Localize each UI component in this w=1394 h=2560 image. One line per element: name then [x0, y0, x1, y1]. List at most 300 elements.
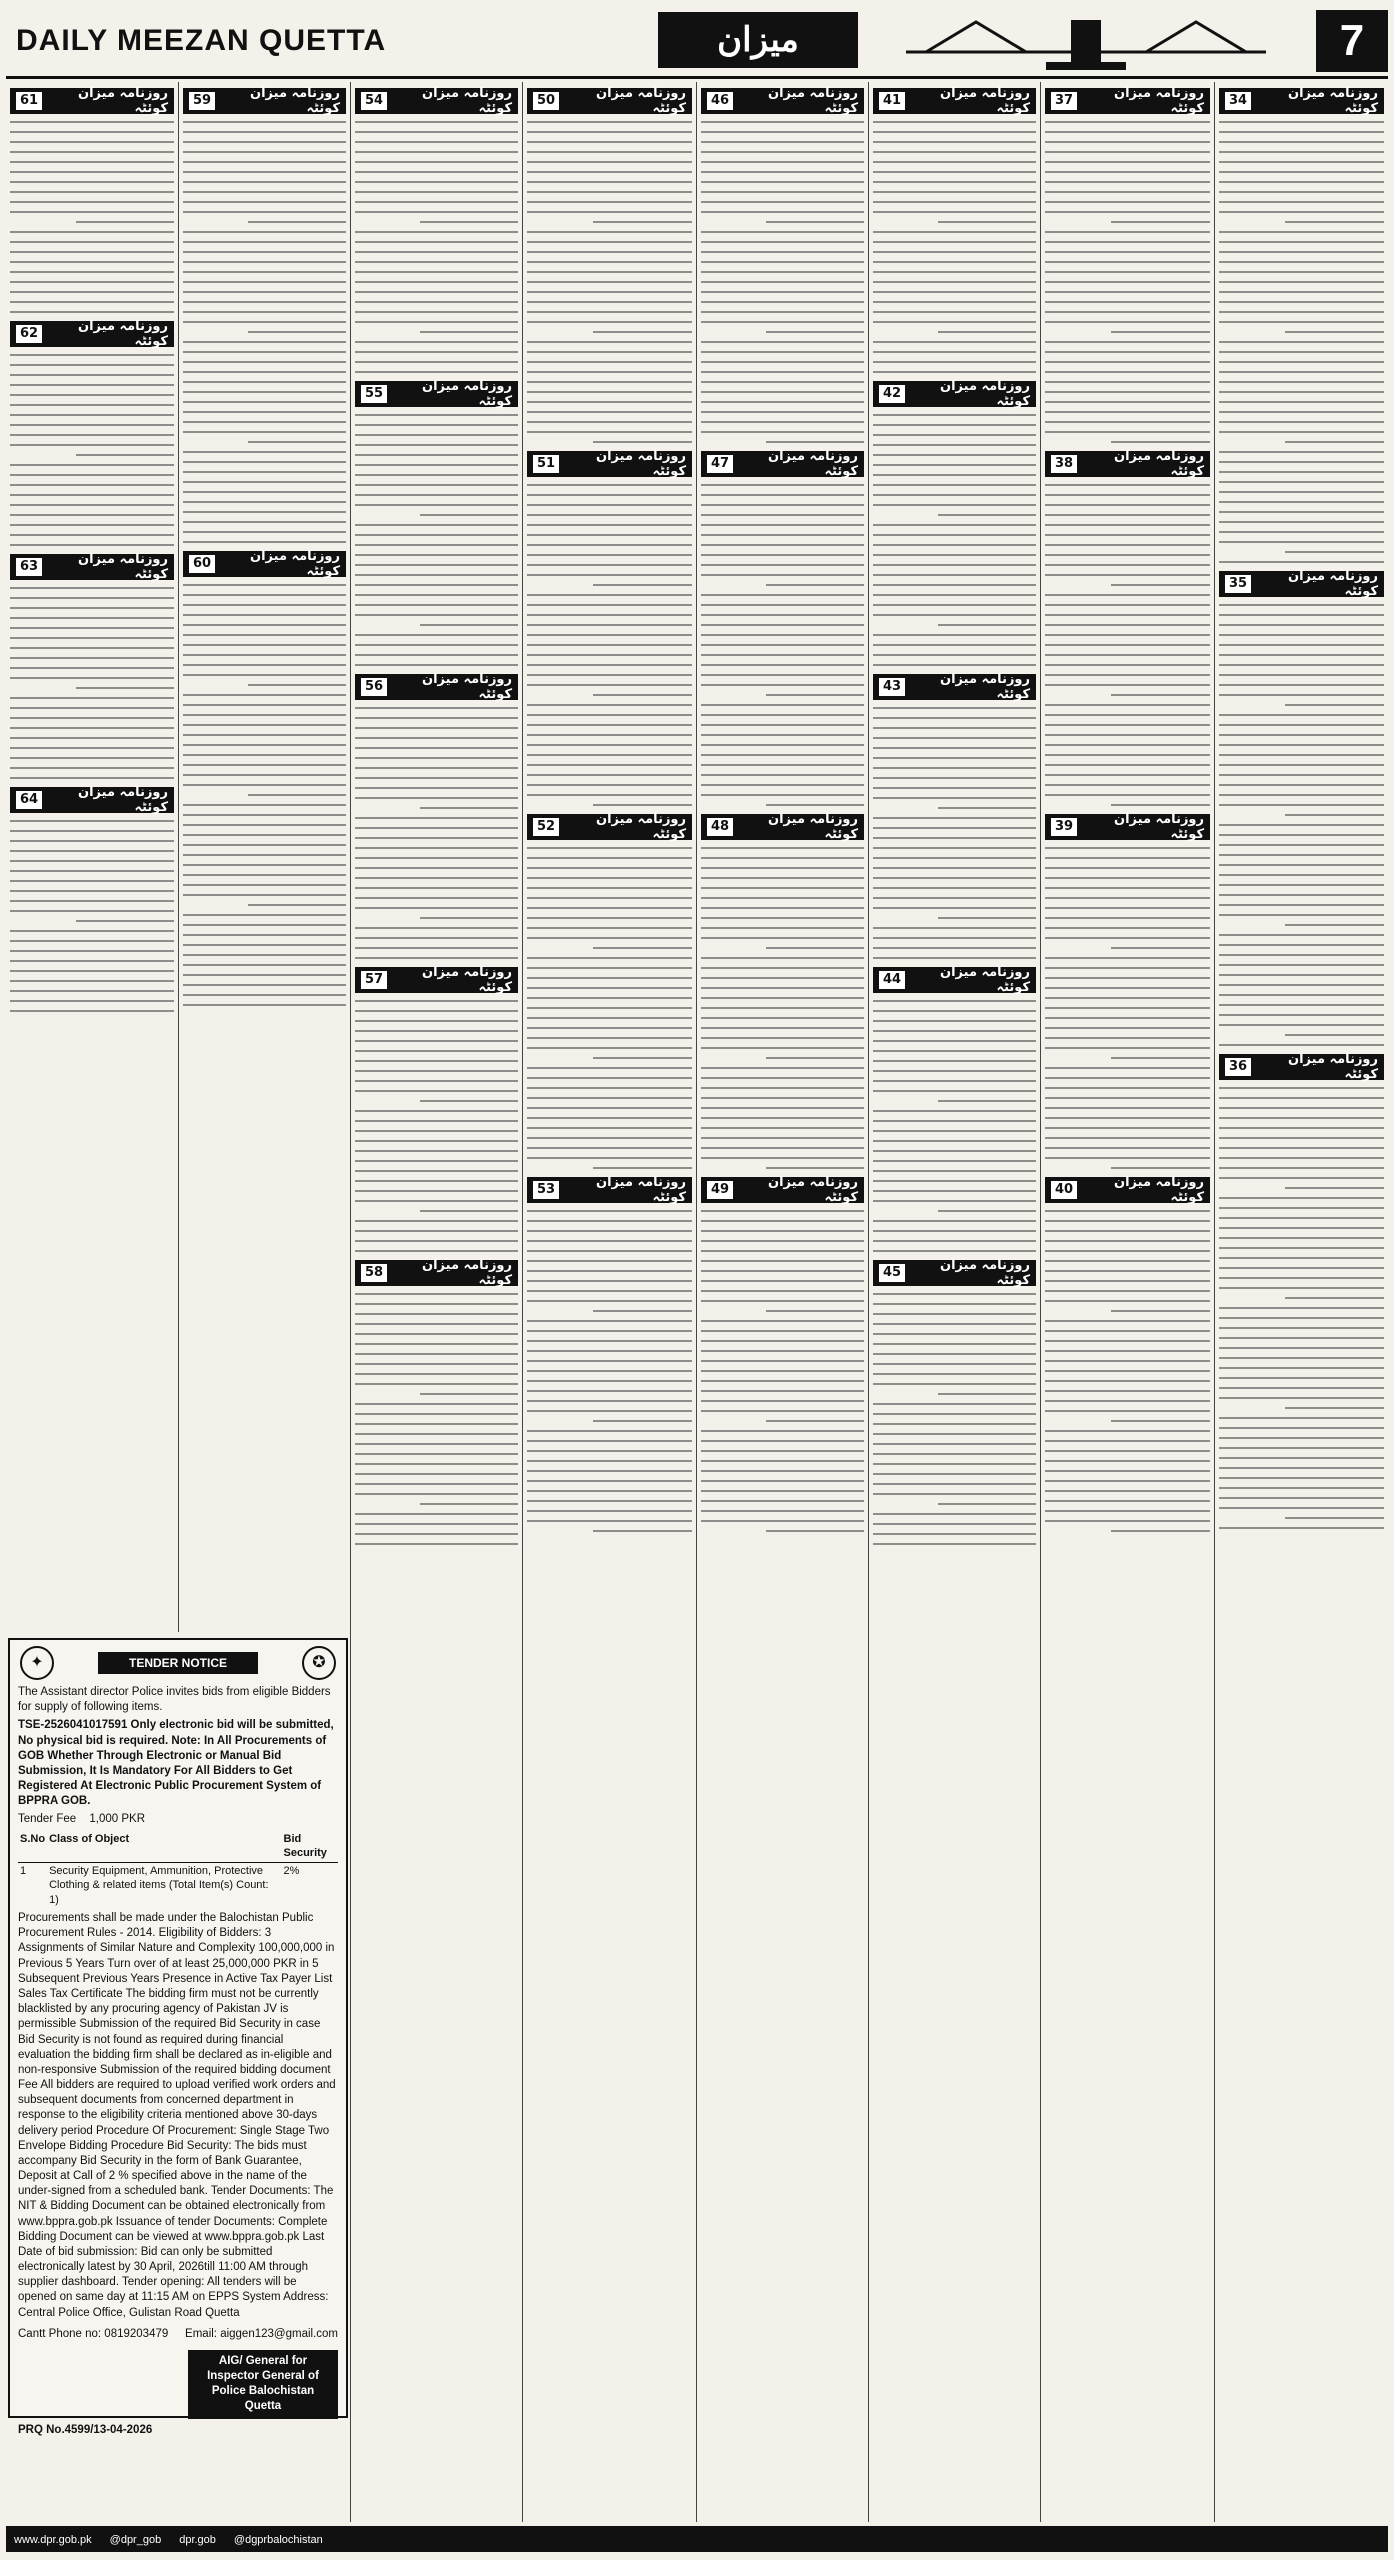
text-line [1219, 1237, 1384, 1239]
tender-notice [8, 1638, 348, 2436]
text-line [1111, 804, 1210, 806]
text-line [701, 1127, 864, 1129]
text-line [10, 587, 174, 589]
text-line [1045, 1480, 1210, 1482]
text-line [1045, 927, 1210, 929]
text-line [1045, 191, 1210, 193]
text-line [527, 897, 692, 899]
text-line [527, 361, 692, 363]
newspaper-page [6, 6, 1388, 2554]
text-line [1045, 957, 1210, 959]
text-line [1045, 937, 1210, 939]
text-line [1219, 121, 1384, 123]
text-line [701, 564, 864, 566]
headline-text: روزنامہ میزان کوئٹہ [940, 379, 1030, 409]
text-line [183, 604, 346, 606]
headline-banner [873, 674, 1036, 700]
text-line [527, 1280, 692, 1282]
footer-instagram[interactable]: @dgprbalochistan [233, 2534, 323, 2546]
text-line [10, 647, 174, 649]
text-line [183, 1004, 346, 1006]
text-line [1219, 1467, 1384, 1469]
text-line [527, 1500, 692, 1502]
text-line [1219, 561, 1384, 563]
text-line [527, 857, 692, 859]
text-line [1219, 764, 1384, 766]
text-line [527, 554, 692, 556]
text-line [1045, 1027, 1210, 1029]
text-line [183, 231, 346, 233]
text-line [10, 820, 174, 822]
text-line [873, 1543, 1036, 1545]
text-line [766, 947, 864, 949]
text-line [10, 597, 174, 599]
text-line [183, 401, 346, 403]
headline-text: روزنامہ میزان کوئٹہ [1114, 86, 1204, 116]
footer-facebook[interactable]: dpr.gob [179, 2534, 216, 2546]
article-text [873, 707, 1036, 959]
text-line [873, 321, 1036, 323]
text-line [1219, 1507, 1384, 1509]
story-number: 43 [879, 678, 905, 696]
text-line [701, 351, 864, 353]
text-line [10, 251, 174, 253]
text-line [1219, 1287, 1384, 1289]
text-line [701, 967, 864, 969]
headline-banner [527, 451, 692, 477]
story-number: 34 [1225, 92, 1251, 110]
text-line [10, 707, 174, 709]
text-line [1045, 281, 1210, 283]
article-text [1045, 847, 1210, 1169]
text-line [1045, 1330, 1210, 1332]
text-line [1219, 614, 1384, 616]
text-line [701, 231, 864, 233]
text-line [527, 1470, 692, 1472]
text-line [10, 727, 174, 729]
text-line [1219, 794, 1384, 796]
text-line [873, 544, 1036, 546]
text-line [355, 1120, 518, 1122]
text-line [1045, 564, 1210, 566]
text-line [10, 717, 174, 719]
text-line [248, 794, 346, 796]
text-line [873, 131, 1036, 133]
headline-text: روزنامہ میزان کوئٹہ [422, 379, 512, 409]
text-line [701, 281, 864, 283]
footer-website[interactable]: www.dpr.gob.pk [14, 2534, 92, 2546]
text-line [1045, 684, 1210, 686]
text-line [701, 1250, 864, 1252]
text-line [527, 1097, 692, 1099]
text-line [1219, 391, 1384, 393]
text-line [873, 1200, 1036, 1202]
text-line [355, 251, 518, 253]
text-line [938, 331, 1036, 333]
text-line [183, 804, 346, 806]
text-line [593, 1167, 692, 1169]
article-text [10, 121, 174, 313]
text-line [10, 930, 174, 932]
text-line [1045, 1210, 1210, 1212]
text-line [1219, 131, 1384, 133]
text-line [1219, 261, 1384, 263]
text-line [1219, 1177, 1384, 1179]
text-line [248, 441, 346, 443]
text-line [10, 657, 174, 659]
text-line [701, 431, 864, 433]
story-number: 51 [533, 455, 559, 473]
text-line [1045, 291, 1210, 293]
text-line [701, 1067, 864, 1069]
text-line [183, 311, 346, 313]
text-line [701, 594, 864, 596]
text-line [1219, 161, 1384, 163]
text-line [701, 1087, 864, 1089]
text-line [527, 1370, 692, 1372]
text-line [1285, 1407, 1384, 1409]
text-line [1219, 461, 1384, 463]
text-line [1045, 897, 1210, 899]
text-line [873, 664, 1036, 666]
text-line [1045, 1007, 1210, 1009]
text-line [1219, 361, 1384, 363]
article-text [1045, 484, 1210, 806]
text-line [10, 121, 174, 123]
headline-banner [1045, 1177, 1210, 1203]
text-line [1219, 984, 1384, 986]
text-line [10, 860, 174, 862]
text-line [355, 1413, 518, 1415]
text-line [10, 850, 174, 852]
text-line [766, 584, 864, 586]
text-line [248, 331, 346, 333]
text-line [10, 484, 174, 486]
text-line [527, 301, 692, 303]
scales-of-justice-icon [896, 12, 1276, 72]
text-line [183, 121, 346, 123]
text-line [701, 151, 864, 153]
text-line [10, 211, 174, 213]
text-line [76, 687, 174, 689]
text-line [873, 727, 1036, 729]
text-line [527, 411, 692, 413]
text-line [527, 281, 692, 283]
headline-text: روزنامہ میزان کوئٹہ [940, 672, 1030, 702]
text-line [527, 1290, 692, 1292]
text-line [1045, 674, 1210, 676]
headline-text: روزنامہ میزان کوئٹہ [78, 785, 168, 815]
text-line [701, 1380, 864, 1382]
text-line [355, 1513, 518, 1515]
footer-bar [6, 2526, 1388, 2552]
text-line [355, 594, 518, 596]
text-line [1219, 341, 1384, 343]
text-line [10, 151, 174, 153]
text-line [701, 131, 864, 133]
article-text [183, 584, 346, 1006]
text-line [873, 351, 1036, 353]
text-line [701, 261, 864, 263]
text-line [701, 1047, 864, 1049]
text-line [1045, 251, 1210, 253]
text-line [527, 937, 692, 939]
text-line [701, 1500, 864, 1502]
text-line [701, 1430, 864, 1432]
text-line [1219, 401, 1384, 403]
text-line [248, 221, 346, 223]
text-line [183, 471, 346, 473]
text-line [873, 494, 1036, 496]
headline-banner [1045, 88, 1210, 114]
article-text [701, 847, 864, 1169]
headline-text: روزنامہ میزان کوئٹہ [596, 86, 686, 116]
text-line [527, 714, 692, 716]
article-text [701, 121, 864, 443]
text-line [355, 1533, 518, 1535]
text-line [1219, 914, 1384, 916]
text-line [701, 847, 864, 849]
text-line [1045, 877, 1210, 879]
text-line [355, 554, 518, 556]
text-line [1045, 514, 1210, 516]
text-line [1285, 441, 1384, 443]
text-line [527, 927, 692, 929]
text-line [701, 1470, 864, 1472]
text-line [1111, 584, 1210, 586]
text-line [873, 857, 1036, 859]
text-line [355, 1403, 518, 1405]
text-line [355, 1160, 518, 1162]
headline-banner [873, 967, 1036, 993]
text-line [1219, 1367, 1384, 1369]
text-line [873, 361, 1036, 363]
headline-banner [527, 1177, 692, 1203]
text-line [1219, 1347, 1384, 1349]
text-line [1045, 1240, 1210, 1242]
text-line [1045, 1117, 1210, 1119]
text-line [527, 431, 692, 433]
text-line [355, 544, 518, 546]
text-line [1219, 151, 1384, 153]
text-line [183, 814, 346, 816]
text-line [701, 907, 864, 909]
story-number: 52 [533, 818, 559, 836]
headline-text: روزنامہ میزان کوئٹہ [768, 86, 858, 116]
text-line [1219, 874, 1384, 876]
headline-banner [701, 1177, 864, 1203]
text-line [1219, 674, 1384, 676]
text-line [873, 1533, 1036, 1535]
article-text [10, 587, 174, 779]
text-line [527, 1117, 692, 1119]
story-number: 35 [1225, 575, 1251, 593]
story-number: 40 [1051, 1181, 1077, 1199]
headline-banner [10, 787, 174, 813]
text-line [527, 191, 692, 193]
text-line [1219, 604, 1384, 606]
text-line [1045, 1047, 1210, 1049]
text-line [1045, 484, 1210, 486]
story-number: 57 [361, 971, 387, 989]
text-line [701, 574, 864, 576]
text-line [593, 1530, 692, 1532]
text-line [1219, 211, 1384, 213]
text-line [1219, 954, 1384, 956]
footer-twitter[interactable]: @dpr_gob [109, 2534, 162, 2546]
text-line [183, 894, 346, 896]
text-line [527, 1340, 692, 1342]
text-line [1045, 1270, 1210, 1272]
text-line [10, 534, 174, 536]
text-line [183, 201, 346, 203]
text-line [701, 484, 864, 486]
text-line [183, 944, 346, 946]
text-line [1219, 1147, 1384, 1149]
text-line [1285, 924, 1384, 926]
text-line [701, 1480, 864, 1482]
text-line [1219, 664, 1384, 666]
text-line [701, 867, 864, 869]
text-line [183, 501, 346, 503]
text-line [76, 221, 174, 223]
text-line [1285, 704, 1384, 706]
text-line [527, 1240, 692, 1242]
text-line [701, 917, 864, 919]
text-line [10, 514, 174, 516]
text-line [10, 181, 174, 183]
text-line [183, 301, 346, 303]
text-line [183, 321, 346, 323]
text-line [527, 1410, 692, 1412]
text-line [873, 1513, 1036, 1515]
text-line [1111, 441, 1210, 443]
text-line [527, 1250, 692, 1252]
text-line [420, 331, 518, 333]
text-line [527, 484, 692, 486]
text-line [873, 1433, 1036, 1435]
text-line [527, 1230, 692, 1232]
text-line [183, 614, 346, 616]
text-line [527, 614, 692, 616]
text-line [873, 181, 1036, 183]
headline-banner [1219, 1054, 1384, 1080]
text-line [527, 684, 692, 686]
text-line [1219, 471, 1384, 473]
text-line [701, 1350, 864, 1352]
text-line [183, 481, 346, 483]
text-line [527, 211, 692, 213]
text-line [355, 1433, 518, 1435]
text-line [1045, 1490, 1210, 1492]
text-line [355, 1040, 518, 1042]
text-line [1045, 1250, 1210, 1252]
text-line [1111, 947, 1210, 949]
headline-banner [1219, 571, 1384, 597]
text-line [873, 767, 1036, 769]
text-line [76, 454, 174, 456]
text-line [183, 704, 346, 706]
text-line [873, 817, 1036, 819]
headline-text: روزنامہ میزان کوئٹہ [422, 672, 512, 702]
article-text [1219, 604, 1384, 1046]
text-line [355, 434, 518, 436]
tender-title: TENDER NOTICE [98, 1652, 258, 1674]
text-line [1045, 887, 1210, 889]
news-column [696, 82, 868, 2522]
text-line [355, 584, 518, 586]
text-line [183, 584, 346, 586]
text-line [873, 1250, 1036, 1252]
text-line [355, 1250, 518, 1252]
text-line [355, 504, 518, 506]
text-line [527, 1087, 692, 1089]
text-line [1219, 894, 1384, 896]
text-line [701, 957, 864, 959]
text-line [355, 1050, 518, 1052]
article-text [527, 121, 692, 443]
text-line [701, 1490, 864, 1492]
text-line [10, 607, 174, 609]
text-line [1111, 1310, 1210, 1312]
article-text [1219, 1087, 1384, 1529]
text-line [10, 231, 174, 233]
text-line [873, 594, 1036, 596]
text-line [701, 311, 864, 313]
text-line [355, 181, 518, 183]
text-line [248, 684, 346, 686]
text-line [1219, 541, 1384, 543]
text-line [873, 1150, 1036, 1152]
text-line [355, 707, 518, 709]
text-line [1219, 1317, 1384, 1319]
tender-fee: Tender Fee 1,000 PKR [18, 1813, 146, 1826]
text-line [355, 141, 518, 143]
text-line [420, 514, 518, 516]
headline-text: روزنامہ میزان کوئٹہ [596, 449, 686, 479]
text-line [873, 121, 1036, 123]
government-emblem-icon: ✪ [302, 1646, 336, 1680]
text-line [1045, 201, 1210, 203]
text-line [10, 697, 174, 699]
text-line [1045, 1400, 1210, 1402]
text-line [1219, 1357, 1384, 1359]
text-line [527, 151, 692, 153]
text-line [527, 1440, 692, 1442]
text-line [183, 994, 346, 996]
text-line [1045, 987, 1210, 989]
text-line [527, 724, 692, 726]
text-line [355, 291, 518, 293]
text-line [1045, 867, 1210, 869]
text-line [701, 1027, 864, 1029]
text-line [766, 1310, 864, 1312]
text-line [183, 451, 346, 453]
text-line [1219, 1217, 1384, 1219]
text-line [873, 1030, 1036, 1032]
text-line [183, 854, 346, 856]
text-line [701, 1220, 864, 1222]
text-line [355, 231, 518, 233]
text-line [420, 1210, 518, 1212]
text-line [873, 1323, 1036, 1325]
text-line [1219, 824, 1384, 826]
headline-text: روزنامہ میزان کوئٹہ [250, 86, 340, 116]
text-line [527, 907, 692, 909]
article-text [873, 1000, 1036, 1252]
text-line [938, 221, 1036, 223]
text-line [527, 1157, 692, 1159]
